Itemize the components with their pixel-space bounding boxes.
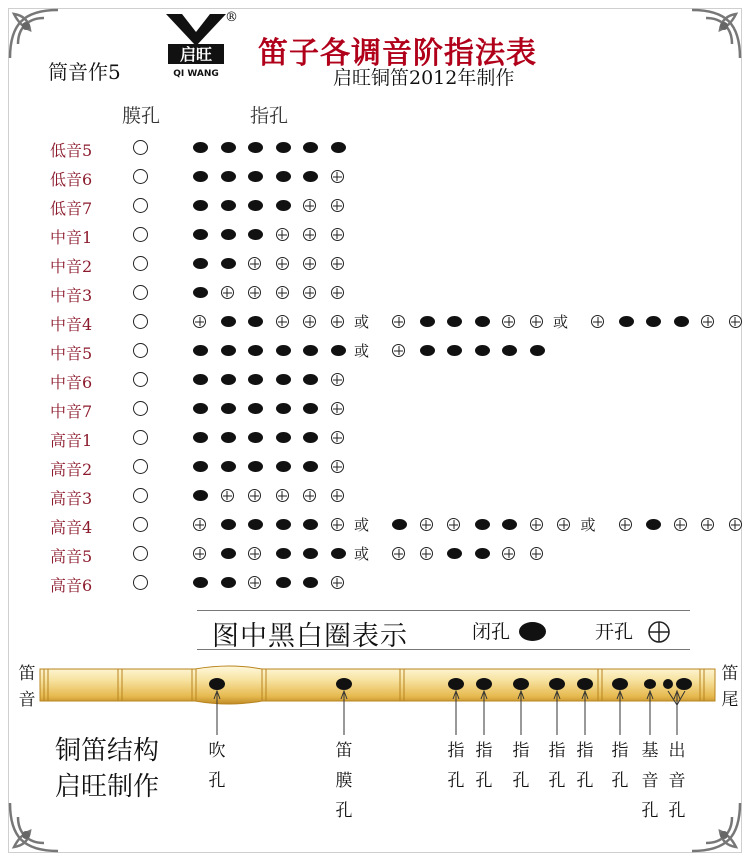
note-label: 低音5 [50, 141, 93, 160]
note-label: 高音2 [50, 460, 93, 479]
flute-part-label: 孔 [668, 801, 686, 821]
open-hole-icon [502, 547, 515, 560]
closed-hole-icon [221, 374, 236, 385]
note-label: 中音7 [50, 402, 93, 421]
open-hole-icon [420, 547, 433, 560]
finger-column-header: 指孔 [250, 105, 289, 127]
flute-part-label: 音 [641, 771, 659, 791]
open-hole-icon [331, 170, 344, 183]
flute-hole [336, 678, 352, 690]
closed-hole-icon [221, 171, 236, 182]
structure-caption [55, 733, 255, 805]
open-hole-icon [248, 576, 261, 589]
closed-hole-icon [502, 345, 517, 356]
closed-hole-icon [331, 345, 346, 356]
closed-hole-icon [303, 461, 318, 472]
open-hole-icon [331, 199, 344, 212]
membrane-hole-icon [133, 372, 148, 387]
closed-hole-icon [248, 374, 263, 385]
page-title: 笛子各调音阶指法表 [258, 36, 537, 71]
membrane-hole-icon [133, 401, 148, 416]
closed-hole-icon [221, 461, 236, 472]
open-hole-icon [591, 315, 604, 328]
flute-head-label-1: 笛 [18, 664, 36, 684]
base-note-label: 筒音作5 [48, 60, 121, 84]
open-hole-icon [331, 228, 344, 241]
closed-hole-icon [475, 548, 490, 559]
closed-hole-icon [303, 142, 318, 153]
flute-part-label: 出 [668, 741, 686, 761]
membrane-hole-icon [133, 459, 148, 474]
closed-hole-icon [248, 229, 263, 240]
open-hole-icon [276, 315, 289, 328]
note-label: 低音7 [50, 199, 93, 218]
closed-hole-icon [475, 345, 490, 356]
closed-hole-icon [193, 374, 208, 385]
open-hole-icon [331, 315, 344, 328]
flute-hole [448, 678, 464, 690]
flute-hole [476, 678, 492, 690]
closed-hole-icon [193, 229, 208, 240]
closed-hole-icon [303, 432, 318, 443]
open-hole-icon [303, 228, 316, 241]
flute-part-label: 指 [512, 741, 530, 761]
closed-hole-icon [447, 316, 462, 327]
membrane-hole-icon [133, 227, 148, 242]
closed-hole-icon [276, 171, 291, 182]
open-hole-icon [420, 518, 433, 531]
closed-hole-icon [221, 258, 236, 269]
open-hole-icon [331, 257, 344, 270]
or-separator: 或 [580, 516, 596, 534]
flute-hole [513, 678, 529, 690]
open-hole-icon [701, 315, 714, 328]
closed-hole-icon [221, 519, 236, 530]
closed-hole-icon [221, 200, 236, 211]
structure-caption-line-2: 启旺制作 [55, 772, 160, 802]
legend-top-rule [197, 610, 690, 611]
open-hole-icon [248, 489, 261, 502]
flute-part-label: 孔 [641, 801, 659, 821]
open-hole-icon [248, 286, 261, 299]
open-hole-icon [331, 576, 344, 589]
closed-hole-icon [303, 548, 318, 559]
note-label: 中音1 [50, 228, 93, 247]
legend-closed-label: 闭孔 [472, 621, 511, 643]
closed-hole-icon [193, 171, 208, 182]
corner-ornament-icon [4, 4, 64, 64]
closed-hole-icon [331, 142, 346, 153]
closed-hole-icon [674, 316, 689, 327]
open-hole-icon [248, 257, 261, 270]
flute-part-label: 指 [475, 741, 493, 761]
note-label: 中音6 [50, 373, 93, 392]
closed-hole-icon [303, 345, 318, 356]
note-label: 高音6 [50, 576, 93, 595]
closed-hole-icon [276, 519, 291, 530]
open-hole-icon [447, 518, 460, 531]
page-subtitle: 启旺铜笛2012年制作 [333, 67, 515, 89]
open-hole-icon [276, 286, 289, 299]
note-label: 低音6 [50, 170, 93, 189]
structure-caption-line-1: 铜笛结构 [55, 736, 160, 766]
open-hole-icon [502, 315, 515, 328]
closed-hole-icon [475, 316, 490, 327]
open-hole-icon [193, 315, 206, 328]
legend-title: 图中黑白圈表示 [212, 621, 408, 652]
membrane-hole-icon [133, 488, 148, 503]
or-separator: 或 [354, 313, 370, 331]
flute-part-label: 孔 [335, 801, 353, 821]
flute-part-label: 孔 [208, 771, 226, 791]
closed-hole-icon [193, 258, 208, 269]
legend-open-label: 开孔 [595, 621, 634, 643]
closed-hole-icon [502, 519, 517, 530]
closed-hole-icon [248, 142, 263, 153]
or-separator: 或 [354, 545, 370, 563]
open-hole-icon [647, 620, 671, 644]
flute-hole [663, 679, 673, 689]
open-hole-icon [674, 518, 687, 531]
open-hole-icon [303, 315, 316, 328]
open-hole-icon [530, 315, 543, 328]
closed-hole-icon [530, 345, 545, 356]
closed-hole-icon [193, 142, 208, 153]
flute-part-label: 笛 [335, 741, 353, 761]
open-hole-icon [303, 489, 316, 502]
closed-hole-icon [519, 622, 546, 641]
membrane-hole-icon [133, 140, 148, 155]
logo-sub-text: QI WANG [173, 69, 219, 78]
flute-hole [644, 679, 656, 689]
flute-hole [612, 678, 628, 690]
closed-hole-icon [193, 403, 208, 414]
membrane-hole-icon [133, 256, 148, 271]
closed-hole-icon [392, 519, 407, 530]
closed-hole-icon [221, 577, 236, 588]
closed-hole-icon [276, 432, 291, 443]
open-hole-icon [331, 431, 344, 444]
closed-hole-icon [420, 345, 435, 356]
open-hole-icon [392, 547, 405, 560]
closed-hole-icon [221, 229, 236, 240]
flute-part-label: 孔 [475, 771, 493, 791]
closed-hole-icon [303, 374, 318, 385]
open-hole-icon [276, 257, 289, 270]
flute-part-label: 指 [576, 741, 594, 761]
closed-hole-icon [221, 403, 236, 414]
closed-hole-icon [276, 548, 291, 559]
note-label: 中音4 [50, 315, 93, 334]
closed-hole-icon [276, 142, 291, 153]
closed-hole-icon [276, 345, 291, 356]
open-hole-icon [701, 518, 714, 531]
closed-hole-icon [248, 519, 263, 530]
closed-hole-icon [331, 548, 346, 559]
open-hole-icon [248, 547, 261, 560]
open-hole-icon [619, 518, 632, 531]
flute-part-label: 音 [668, 771, 686, 791]
closed-hole-icon [303, 403, 318, 414]
flute-part-label: 孔 [611, 771, 629, 791]
open-hole-icon [303, 286, 316, 299]
closed-hole-icon [221, 432, 236, 443]
note-label: 高音5 [50, 547, 93, 566]
note-label: 中音5 [50, 344, 93, 363]
flute-part-label: 吹 [208, 741, 226, 761]
closed-hole-icon [303, 519, 318, 530]
open-hole-icon [303, 257, 316, 270]
corner-ornament-icon [686, 4, 746, 64]
open-hole-icon [221, 286, 234, 299]
flute-part-label: 指 [548, 741, 566, 761]
open-hole-icon [331, 518, 344, 531]
closed-hole-icon [646, 316, 661, 327]
open-hole-icon [392, 315, 405, 328]
membrane-hole-icon [133, 517, 148, 532]
closed-hole-icon [276, 403, 291, 414]
flute-part-label: 指 [447, 741, 465, 761]
closed-hole-icon [303, 577, 318, 588]
open-hole-icon [193, 518, 206, 531]
closed-hole-icon [193, 490, 208, 501]
open-hole-icon [729, 315, 742, 328]
note-label: 高音3 [50, 489, 93, 508]
flute-part-label: 孔 [512, 771, 530, 791]
note-label: 高音4 [50, 518, 93, 537]
closed-hole-icon [276, 200, 291, 211]
flute-part-label: 孔 [548, 771, 566, 791]
closed-hole-icon [221, 548, 236, 559]
logo-brand-text: 启旺 [179, 45, 213, 64]
closed-hole-icon [248, 316, 263, 327]
flute-part-label: 基 [641, 741, 659, 761]
brand-logo [162, 12, 230, 78]
closed-hole-icon [303, 171, 318, 182]
note-label: 中音2 [50, 257, 93, 276]
closed-hole-icon [221, 345, 236, 356]
closed-hole-icon [221, 316, 236, 327]
closed-hole-icon [619, 316, 634, 327]
closed-hole-icon [193, 287, 208, 298]
closed-hole-icon [420, 316, 435, 327]
open-hole-icon [331, 460, 344, 473]
open-hole-icon [331, 373, 344, 386]
open-hole-icon [331, 489, 344, 502]
note-label: 中音3 [50, 286, 93, 305]
flute-part-label: 孔 [447, 771, 465, 791]
open-hole-icon [193, 547, 206, 560]
closed-hole-icon [248, 403, 263, 414]
closed-hole-icon [221, 142, 236, 153]
or-separator: 或 [354, 342, 370, 360]
closed-hole-icon [475, 519, 490, 530]
membrane-hole-icon [133, 575, 148, 590]
closed-hole-icon [193, 345, 208, 356]
closed-hole-icon [193, 461, 208, 472]
closed-hole-icon [248, 171, 263, 182]
open-hole-icon [331, 286, 344, 299]
closed-hole-icon [193, 200, 208, 211]
open-hole-icon [276, 489, 289, 502]
closed-hole-icon [248, 432, 263, 443]
closed-hole-icon [447, 345, 462, 356]
open-hole-icon [530, 547, 543, 560]
closed-hole-icon [193, 577, 208, 588]
closed-hole-icon [248, 200, 263, 211]
flute-part-label: 膜 [335, 771, 353, 791]
closed-hole-icon [276, 374, 291, 385]
open-hole-icon [276, 228, 289, 241]
flute-hole [209, 678, 225, 690]
membrane-hole-icon [133, 430, 148, 445]
note-label: 高音1 [50, 431, 93, 450]
closed-hole-icon [248, 461, 263, 472]
closed-hole-icon [447, 548, 462, 559]
membrane-hole-icon [133, 198, 148, 213]
closed-hole-icon [276, 577, 291, 588]
open-hole-icon [392, 344, 405, 357]
membrane-column-header: 膜孔 [122, 105, 161, 127]
open-hole-icon [303, 199, 316, 212]
open-hole-icon [331, 402, 344, 415]
open-hole-icon [729, 518, 742, 531]
closed-hole-icon [193, 432, 208, 443]
closed-hole-icon [646, 519, 661, 530]
closed-hole-icon [276, 461, 291, 472]
open-hole-icon [557, 518, 570, 531]
flute-tail-label-2: 尾 [721, 690, 739, 710]
flute-hole [549, 678, 565, 690]
membrane-hole-icon [133, 285, 148, 300]
flute-hole [577, 678, 593, 690]
open-hole-icon [221, 489, 234, 502]
flute-part-label: 孔 [576, 771, 594, 791]
flute-part-label: 指 [611, 741, 629, 761]
membrane-hole-icon [133, 169, 148, 184]
or-separator: 或 [553, 313, 569, 331]
registered-mark: ® [225, 10, 238, 25]
membrane-hole-icon [133, 546, 148, 561]
flute-tail-label-1: 笛 [721, 664, 739, 684]
flute-head-label-2: 音 [18, 690, 36, 710]
flute-hole [676, 678, 692, 690]
membrane-hole-icon [133, 314, 148, 329]
or-separator: 或 [354, 516, 370, 534]
membrane-hole-icon [133, 343, 148, 358]
closed-hole-icon [248, 345, 263, 356]
open-hole-icon [530, 518, 543, 531]
